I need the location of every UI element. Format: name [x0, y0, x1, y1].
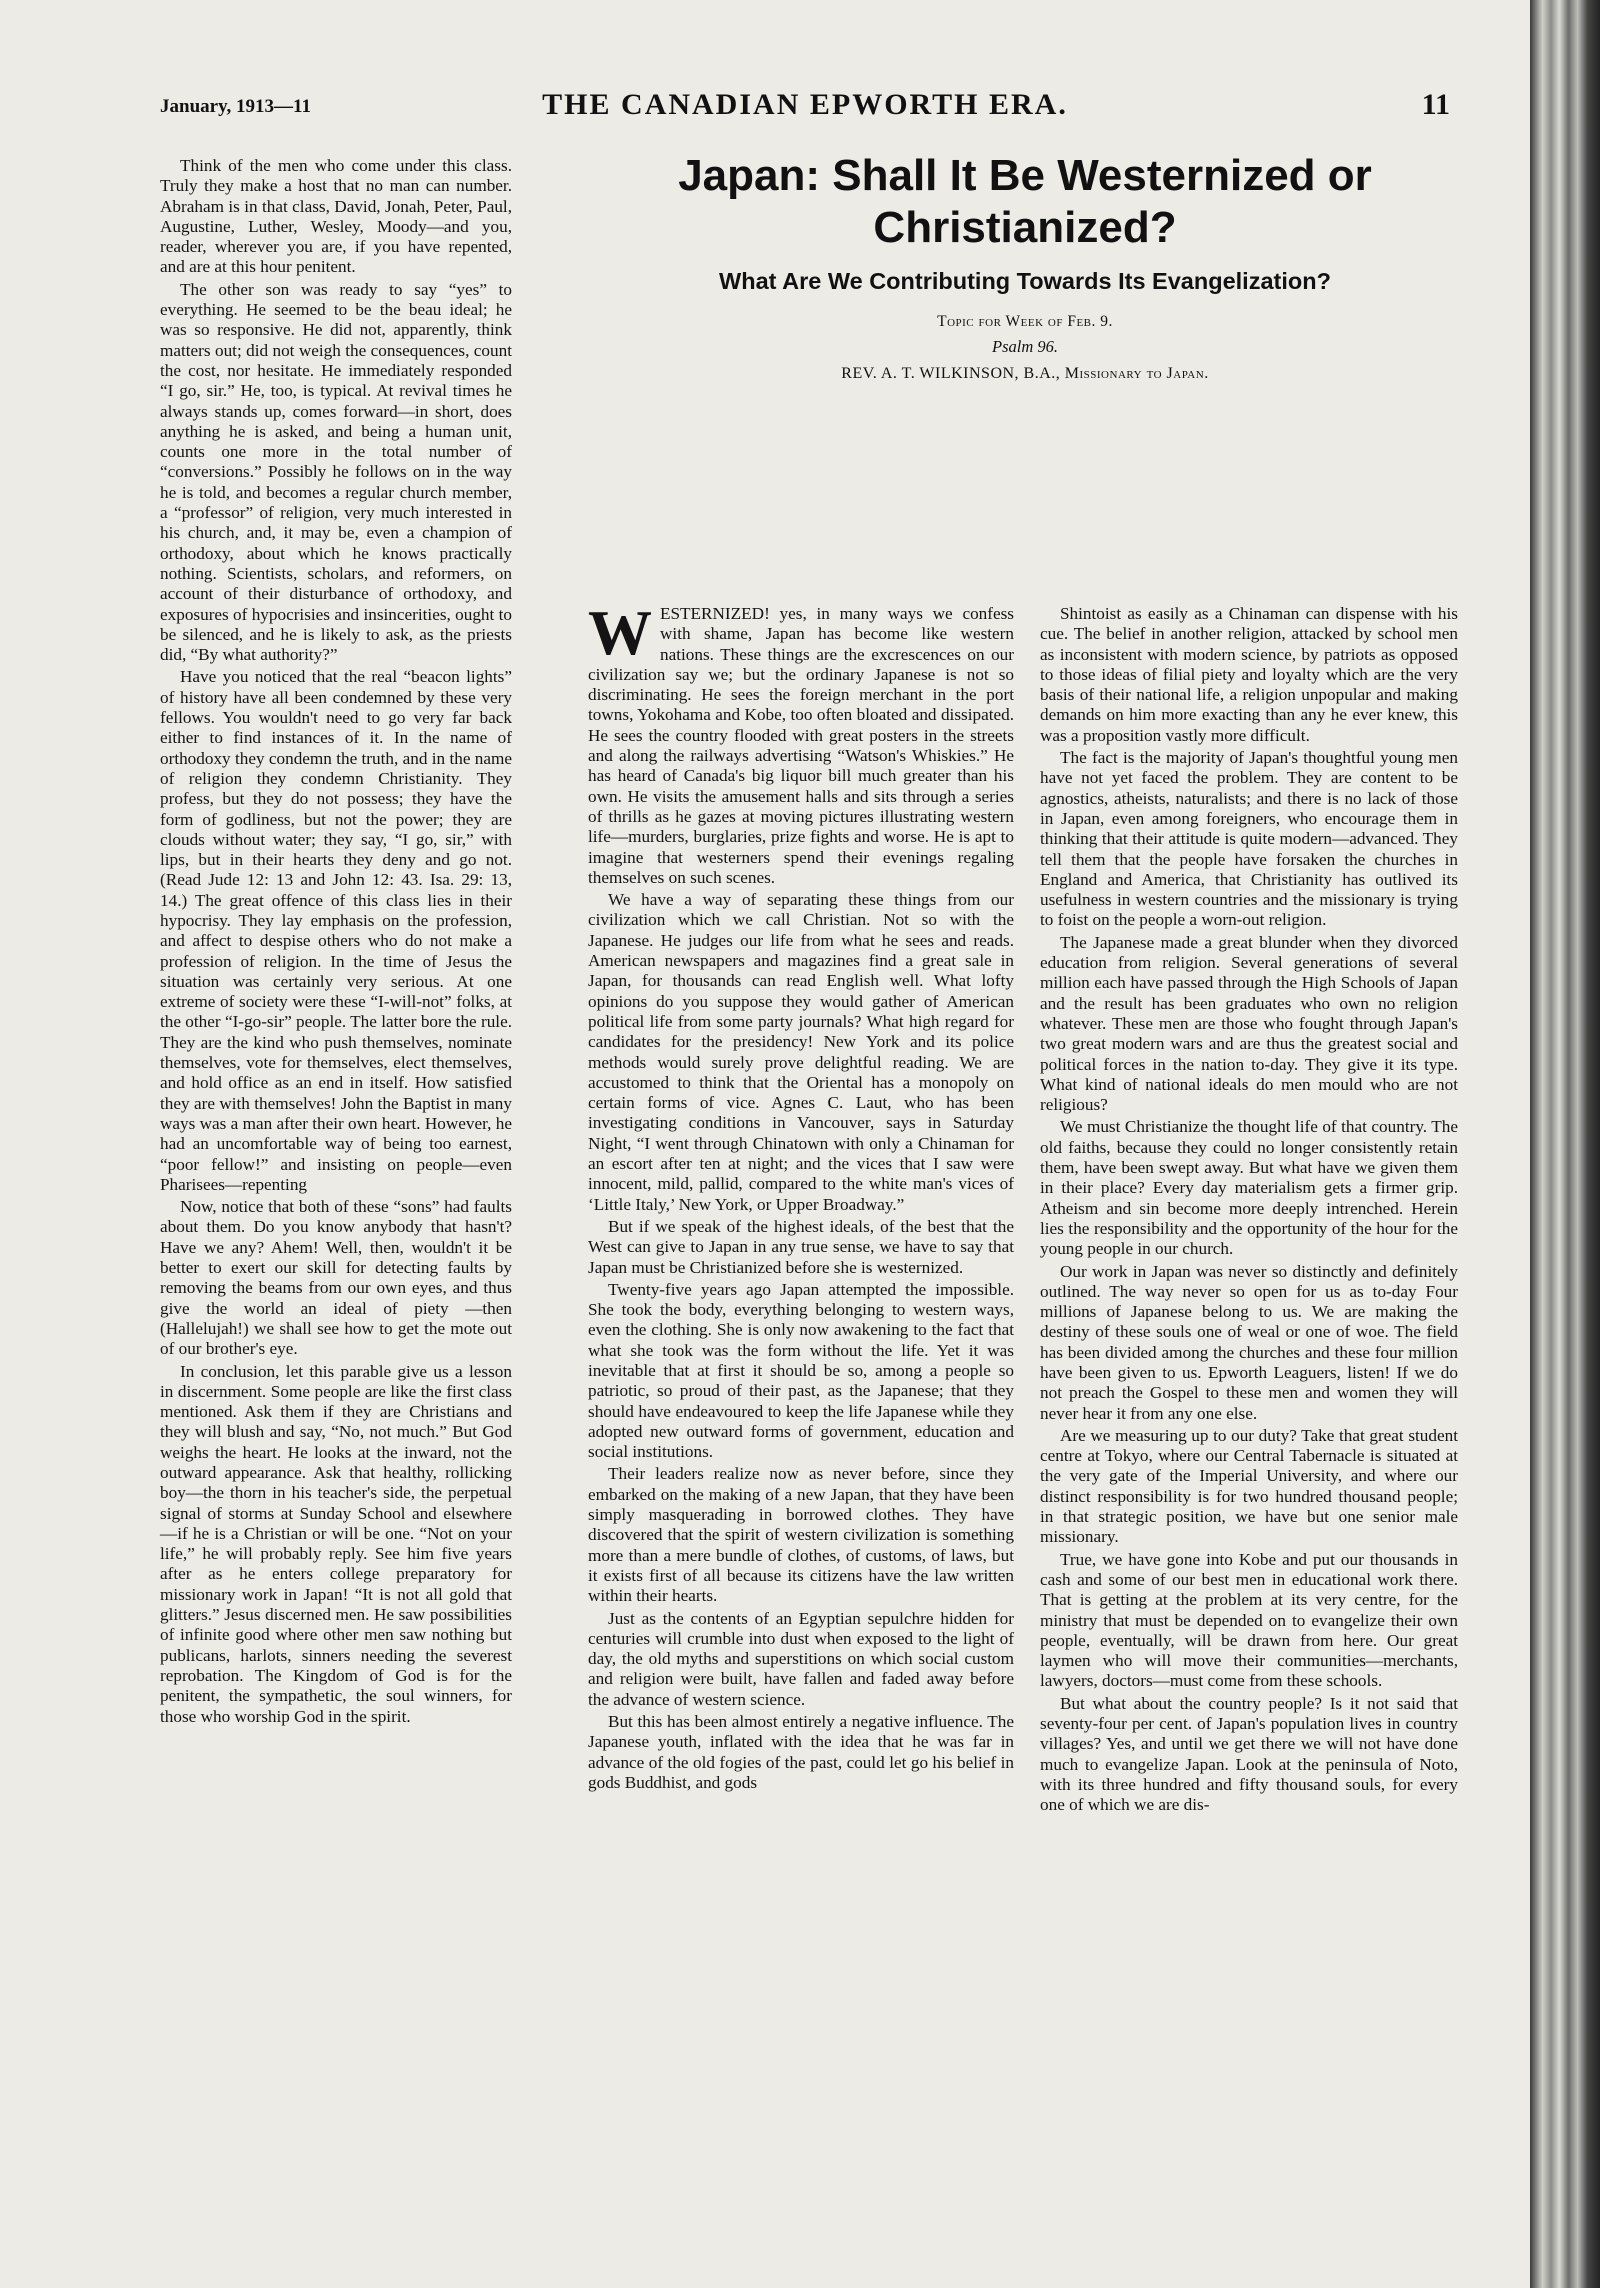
book-page-edges	[1530, 0, 1600, 2288]
article-title-line-1: Japan: Shall It Be Westernized or	[678, 151, 1372, 200]
paragraph: Our work in Japan was never so distinctly and definitely outlined. The way never so open for us as to-day Four millions of Japanese belong to us. We are making the destiny of these souls one of weal or one of woe. The field has been divided among the churches and these four million have been given to us. Epworth Leaguers, listen! If we do not preach the Gospel to these men and women they will never hear it from any one else.	[1040, 1261, 1458, 1423]
magazine-title: THE CANADIAN EPWORTH ERA.	[542, 88, 1068, 121]
paragraph: Now, notice that both of these “sons” had faults about them. Do you know anybody that hasn't? Have we any? Ahem! Well, then, wouldn't it be better to exert our skill for detecting faults by removing the beams from our own eyes, and thus give the world an ideal of piety —then (Hallelujah!) we shall see how to get the mote out of our brother's eye.	[160, 1197, 512, 1359]
opening-text: ESTERNIZED! yes, in many ways we confess with shame, Japan has become like western nations. These things are the excrescences on our civilization say we; but the ordinary Japanese is not so discriminating. He sees the foreign merchant in the port towns, Yokohama and Kobe, too often bloated and dissipated. He sees the country flooded with great posters in the streets and along the railways advertising “Watson's Whiskies.” He has heard of Canada's big liquor bill much greater than his own. He visits the amusement halls and sits through a series of thrills as he gazes at moving pictures illustrating western life—murders, burglaries, prize fights and worse. He is apt to imagine that westerners spend their evenings regaling themselves on such scenes.	[588, 604, 1014, 887]
paragraph: Twenty-five years ago Japan attempted the impossible. She took the body, everything belonging to western ways, even the clothing. She is only now awakening to the fact that what she took was the form without the life. Yet it was inevitable that at first it should be so, among a people so patriotic, so proud of their past, as the Japanese; that they should have endeavoured to keep the life Japanese while they adopted new outward forms of government, education and social institutions.	[588, 1279, 1014, 1462]
paragraph: In conclusion, let this parable give us a lesson in discernment. Some people are like the first class mentioned. Ask them if they are Christians and they will blush and say, “No, not much.” But God weighs the heart. He looks at the inward, not the outward appearance. Ask that healthy, rollicking boy—the thorn in his teacher's side, the perpetual signal of storms at Sunday School and elsewhere—if he is a Christian or will be one. “Not on your life,” he will probably reply. See him five years after as he enters college preparatory for missionary work in Japan! “It is not all gold that glitters.” Jesus discerned men. He saw possibilities of infinite good where other men saw nothing but publicans, harlots, sinners needing the severest reprobation. The Kingdom of God is for the penitent, the sympathetic, the soul winners, for those who worship God in the spirit.	[160, 1361, 512, 1726]
drop-cap: W	[588, 597, 652, 668]
paragraph: Have you noticed that the real “beacon lights” of history have all been condemned by these very fellows. You wouldn't need to go very far back either to find instances of it. In the name of orthodoxy they condemn the truth, and in the name of religion they condemn Christianity. They profess, but they do not possess; they have the form of godliness, but not the power; they are clouds without water; they say, “I go, sir,” with lips, but in their hearts they deny and go not. (Read Jude 12: 13 and John 12: 43. Isa. 29: 13, 14.) The great offence of this class lies in their hypocrisy. They lay emphasis on the profession, and affect to despise others who do not make a profession of religion. In the time of Jesus the situation was certainly very serious. At one extreme of society were these “I-will-not” folks, at the other “I-go-sir” people. The latter bore the rule. They are the kind who push themselves, nominate themselves, vote for themselves, elect themselves, and hold office as an end in itself. How satisfied they are with themselves! John the Baptist in many ways was a man after their own heart. However, he had an uncomfortable way of being too earnest, “poor fellow!” and insisting on people—even Pharisees—repenting	[160, 667, 512, 1194]
psalm-reference: Psalm 96.	[992, 337, 1058, 356]
column-left	[160, 156, 512, 1727]
paragraph: The other son was ready to say “yes” to everything. He seemed to be the beau ideal; he was so responsive. He did not, apparently, think matters out; did not weigh the consequences, count the cost, nor hesitate. He immediately responded “I go, sir.” He, too, is typical. At revival times he always stands up, comes forward—in short, does anything he is asked, and being a human unit, counts one more in the total number of “conversions.” Possibly he follows on in the way he is told, and becomes a regular church member, a “professor” of religion, very much interested in his church, and, it may be, even a champion of orthodoxy, about which he knows practically nothing. Scientists, scholars, and reformers, on account of their disturbance of orthodoxy, and exposures of hypocrisies and insincerities, ought to be silenced, and he is likely to ask, as the priests did, “By what authority?”	[160, 279, 512, 665]
paragraph: But if we speak of the highest ideals, of the best that the West can give to Japan in any true sense, we have to say that Japan must be Christianized before she is westernized.	[588, 1216, 1014, 1277]
paragraph: Shintoist as easily as a Chinaman can dispense with his cue. The belief in another religion, attacked by school men as inconsistent with modern science, by patriots as opposed to those ideas of filial piety and loyalty which are the very basis of their national life, a religion unpopular and making demands on him more exacting than any he ever knew, this was a proposition vastly more difficult.	[1040, 604, 1458, 745]
page-header	[160, 88, 1450, 128]
opening-paragraph	[588, 597, 1014, 888]
article-heading	[585, 150, 1465, 383]
paragraph: Just as the contents of an Egyptian sepulchre hidden for centuries will crumble into dust when exposed to the light of day, the old myths and superstitions on which social custom and religion were built, have fallen and faded away before the advance of western science.	[588, 1608, 1014, 1709]
page-number: 11	[1421, 88, 1450, 121]
paragraph: Think of the men who come under this class. Truly they make a host that no man can number. Abraham is in that class, David, Jonah, Peter, Paul, Augustine, Luther, Wesley, Moody—and you, reader, wherever you are, if you have repented, and are at this hour penitent.	[160, 156, 512, 277]
paragraph: The Japanese made a great blunder when they divorced education from religion. Several generations of several million each have passed through the High Schools of Japan and the result has been graduates who own no religion whatever. These men are those who fought through Japan's two great modern wars and are thus the greatest social and political forces in the nation to-day. They give it its type. What kind of national ideals do men mould who are not religious?	[1040, 932, 1458, 1115]
column-middle	[588, 597, 1014, 1793]
author-byline: REV. A. T. WILKINSON, B.A., Missionary to Japan.	[841, 365, 1209, 382]
paragraph: Are we measuring up to our duty? Take that great student centre at Tokyo, where our Central Tabernacle is situated at the very gate of the Imperial University, and where our distinct responsibility is for two hundred thousand people; in that strategic position, we have but one senior male missionary.	[1040, 1425, 1458, 1547]
paragraph: But what about the country people? Is it not said that seventy-four per cent. of Japan's population lives in country villages? Yes, and until we get there we will not have done much to evangelize Japan. Look at the peninsula of Noto, with its three hundred and fifty thousand souls, for every one of which we are dis-	[1040, 1693, 1458, 1815]
paragraph: But this has been almost entirely a negative influence. The Japanese youth, inflated with the idea that he was far in advance of the old fogies of the past, could let go his belief in gods Buddhist, and gods	[588, 1712, 1014, 1792]
topic-line: Topic for Week of Feb. 9.	[937, 313, 1113, 330]
paragraph: True, we have gone into Kobe and put our thousands in cash and some of our best men in educational work there. That is getting at the problem at its very centre, for the ministry that must be depended on to evangelize their own people, eventually, will be drawn from here. Our great laymen who will move their communities—merchants, lawyers, doctors—must come from these schools.	[1040, 1549, 1458, 1691]
column-right	[1040, 604, 1458, 1816]
article-title-line-2: Christianized?	[873, 203, 1177, 252]
paragraph: We have a way of separating these things from our civilization which we call Christian. Not so with the Japanese. He judges our life from what he sees and reads. American newspapers and magazines find a great sale in Japan, for thousands can read English well. What lofty opinions do you suppose they would gather of American political life from some party journals? What high regard for candidates for the presidency! New York and its police methods would surely prove delightful reading. We are accustomed to think that the Oriental has a monopoly on certain forms of vice. Agnes C. Laut, who has been investigating conditions in Vancouver, says in Saturday Night, “I went through Chinatown with only a Chinaman for an escort after ten at night; and the vices that I saw were innocent, mild, pallid, compared to the white man's vices of ‘Little Italy,’ New York, or Upper Broadway.”	[588, 890, 1014, 1214]
paragraph: The fact is the majority of Japan's thoughtful young men have not yet faced the problem. They are content to be agnostics, atheists, naturalists; and there is no lack of those in Japan, even among foreigners, who encourage them in thinking that their attitude is quite modern—advanced. They tell them that the people have forsaken the churches in England and America, that Christianity has outlived its usefulness in western countries and the missionary is trying to foist on the people a worn-out religion.	[1040, 748, 1458, 930]
paragraph: Their leaders realize now as never before, since they embarked on the making of a new Japan, that they have been simply masquerading in borrowed clothes. They have discovered that the spirit of western civilization is something more than a mere bundle of clothes, of customs, of laws, but it exists first of all because its citizens have the law written within their hearts.	[588, 1464, 1014, 1606]
issue-date: January, 1913—11	[160, 96, 311, 117]
article-subtitle: What Are We Contributing Towards Its Evangelization?	[719, 268, 1331, 294]
paragraph: We must Christianize the thought life of that country. The old faiths, because they could no longer consistently retain them, have been swept away. But what have we given them in their place? Every day materialism gets a firmer grip. Atheism and sin become more deeply intrenched. Herein lies the responsibility and the opportunity of the hour for the young people in our church.	[1040, 1117, 1458, 1259]
